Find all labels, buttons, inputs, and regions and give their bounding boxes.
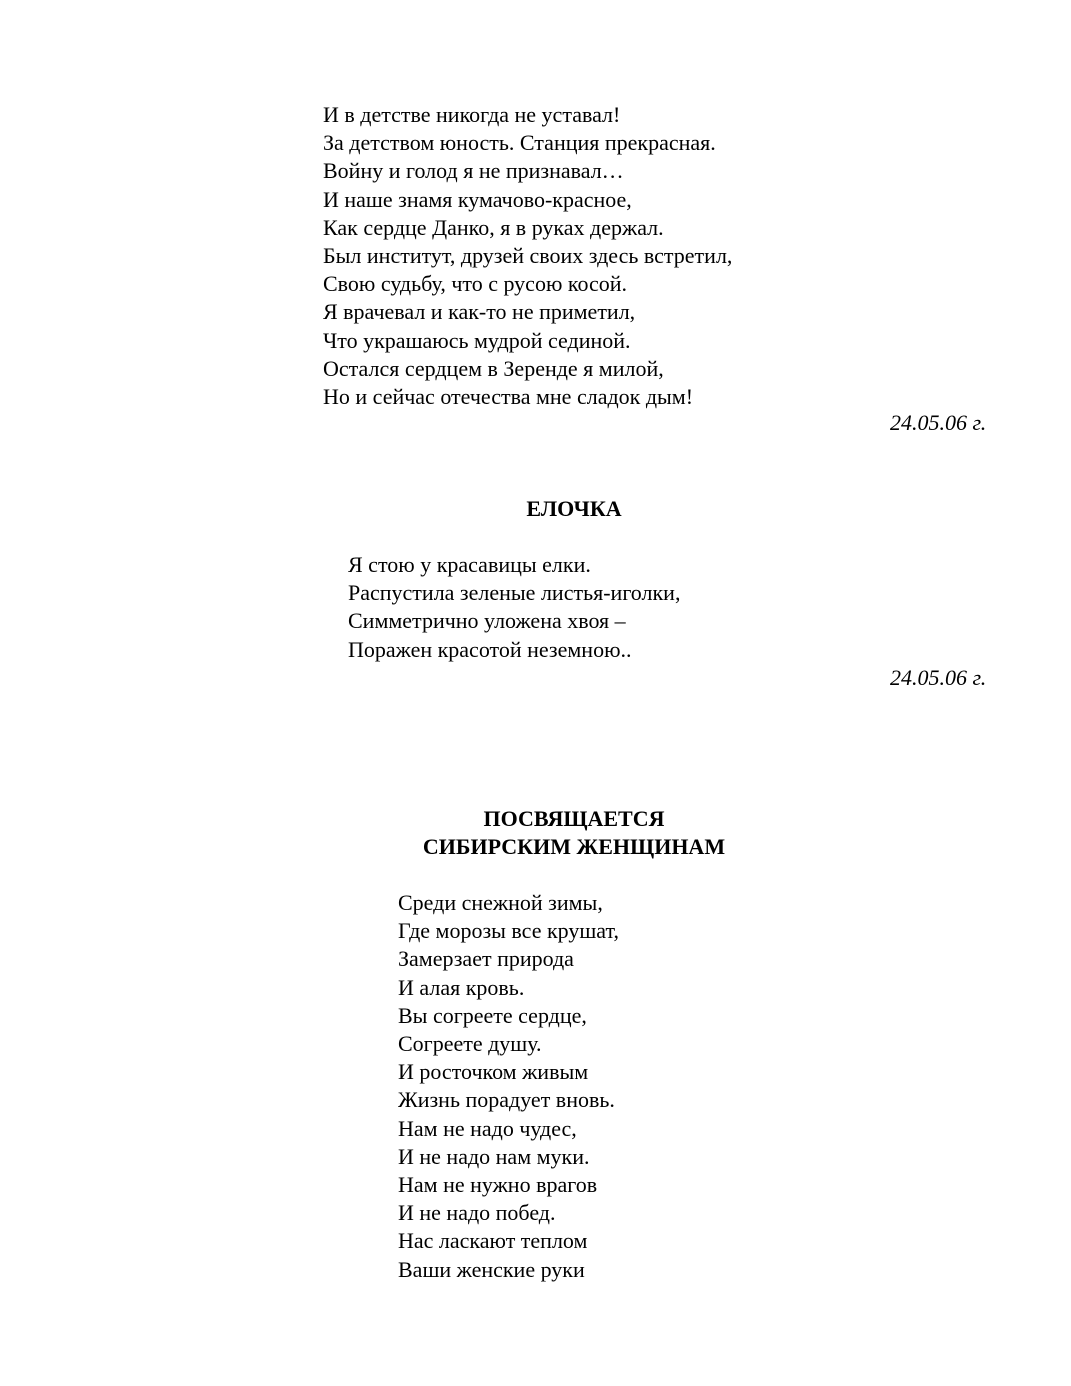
poem-line: Ваши женские руки xyxy=(398,1256,585,1282)
poem-line: Жизнь порадует вновь. xyxy=(398,1087,615,1113)
poem-line: Но и сейчас отечества мне сладок дым! xyxy=(323,384,694,410)
poem-line: За детством юность. Станция прекрасная. xyxy=(323,130,716,156)
poem-line: Замерзает природа xyxy=(398,946,574,972)
poem-line: Свою судьбу, что с русою косой. xyxy=(323,271,628,297)
poem-line: Нам не надо чудес, xyxy=(398,1115,577,1141)
poem-line: И не надо нам муки. xyxy=(398,1143,590,1169)
poem-line: Войну и голод я не признавал… xyxy=(323,158,624,184)
poem-1-date: 24.05.06 г. xyxy=(890,410,987,435)
poem-line: Где морозы все крушат, xyxy=(398,918,619,944)
poem-3-title-line-1: ПОСВЯЩАЕТСЯ xyxy=(483,806,665,831)
poem-line: Распустила зеленые листья-иголки, xyxy=(348,580,681,606)
poem-2-stanza xyxy=(348,551,680,664)
poem-line: Нам не нужно врагов xyxy=(398,1172,598,1198)
poem-line: Как сердце Данко, я в руках держал. xyxy=(323,214,664,240)
poem-line: И в детстве никогда не уставал! xyxy=(323,102,621,127)
poem-line: И алая кровь. xyxy=(398,974,525,1000)
poem-line: Был институт, друзей своих здесь встретил, xyxy=(323,243,733,269)
poem-2-date: 24.05.06 г. xyxy=(890,665,987,690)
poem-line: И наше знамя кумачово-красное, xyxy=(323,186,632,212)
poem-line: Я врачевал и как-то не приметил, xyxy=(323,299,636,325)
poem-line: Поражен красотой неземною.. xyxy=(348,636,632,662)
poem-line: Что украшаюсь мудрой сединой. xyxy=(323,327,631,353)
poem-1-stanza xyxy=(323,101,732,411)
poem-line: И росточком живым xyxy=(398,1059,589,1085)
poem-line: Симметрично уложена хвоя – xyxy=(348,608,626,634)
poem-line: И не надо побед. xyxy=(398,1200,556,1226)
poem-3-stanza xyxy=(398,889,619,1284)
poem-line: Согреете душу. xyxy=(398,1031,542,1057)
poem-line: Вы согреете сердце, xyxy=(398,1002,587,1028)
poem-2-title: ЕЛОЧКА xyxy=(526,496,622,521)
poem-line: Остался сердцем в Зеренде я милой, xyxy=(323,355,664,381)
poem-line: Нас ласкают теплом xyxy=(398,1228,588,1254)
poem-line: Я стою у красавицы елки. xyxy=(348,552,591,577)
poem-line: Среди снежной зимы, xyxy=(398,890,603,915)
poem-3-title-line-2: СИБИРСКИМ ЖЕНЩИНАМ xyxy=(422,834,726,859)
